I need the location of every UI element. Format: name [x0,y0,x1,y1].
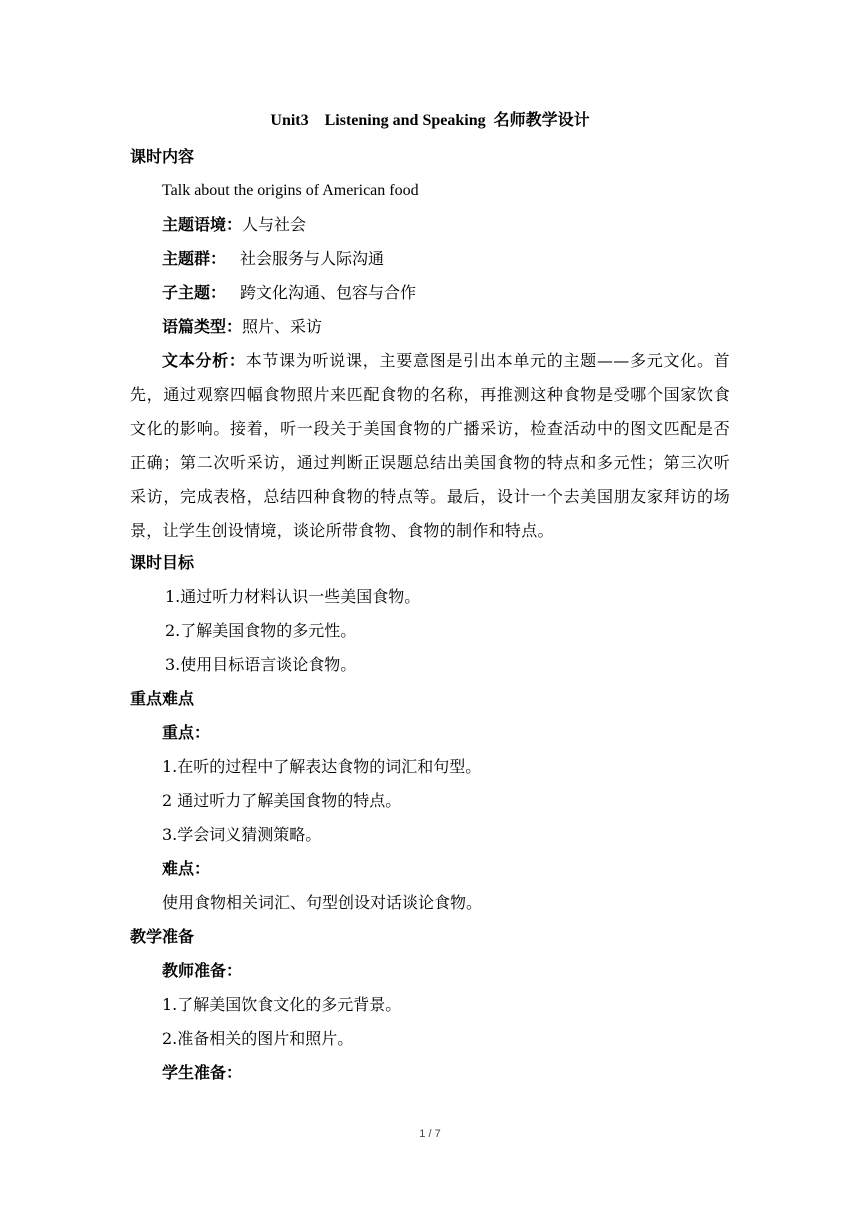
theme-group-value: 社会服务与人际沟通 [240,249,385,268]
student-prep-label: 学生准备： [162,1063,243,1082]
theme-group-label: 主题群： [162,249,227,268]
objective-item-1: 1.通过听力材料认识一些美国食物。 [165,587,421,606]
theme-group-row [162,248,384,270]
page-number: 1 / 7 [419,1128,441,1140]
document-title: Unit3 Listening and Speaking 名师教学设计 [270,112,590,129]
text-type-row [162,316,322,338]
teacher-prep-item-2: 2.准备相关的图片和照片。 [162,1029,354,1048]
text-analysis-paragraph [130,344,730,548]
heading-lesson-objectives: 课时目标 [130,553,195,572]
text-analysis-body: 本节课为听说课，主要意图是引出本单元的主题——多元文化。首先，通过观察四幅食物照片来匹配食物的名称，再推测这种食物是受哪个国家饮食文化的影响。接着，听一段关于美国食物的广播采访，检查活动中的图文匹配是否正确；第二次听采访，通过判断正误题总结出美国食物的特点和多元性；第三次听采访，完成表格，总结四种食物的特点等。最后，设计一个去美国朋友家拜访的场景，让学生创设情境，谈论所带食物、食物的制作和特点。 [130,351,730,540]
theme-context-label: 主题语境： [162,215,243,234]
objective-item-2: 2.了解美国食物的多元性。 [165,621,357,640]
theme-context-value: 人与社会 [242,215,307,234]
text-type-label: 语篇类型： [162,317,243,336]
topic-line: Talk about the origins of American food [162,182,419,199]
key-item-3: 3.学会词义猜测策略。 [162,825,322,844]
heading-key-difficult: 重点难点 [130,689,195,708]
subtheme-label: 子主题： [162,283,227,302]
text-type-value: 照片、采访 [242,317,323,336]
key-points-label: 重点： [162,723,211,742]
difficult-points-label: 难点： [162,859,211,878]
text-analysis-label: 文本分析： [162,351,246,370]
teacher-prep-label: 教师准备： [162,961,243,980]
theme-context-row [162,214,306,236]
objective-item-3: 3.使用目标语言谈论食物。 [165,655,357,674]
difficult-text: 使用食物相关词汇、句型创设对话谈论食物。 [162,893,483,912]
key-item-2: 2 通过听力了解美国食物的特点。 [162,791,402,810]
subtheme-row [162,282,416,304]
subtheme-value: 跨文化沟通、包容与合作 [240,283,417,302]
heading-teaching-preparation: 教学准备 [130,927,195,946]
teacher-prep-item-1: 1.了解美国饮食文化的多元背景。 [162,995,402,1014]
key-item-1: 1.在听的过程中了解表达食物的词汇和句型。 [162,757,482,776]
heading-lesson-content: 课时内容 [130,147,195,166]
